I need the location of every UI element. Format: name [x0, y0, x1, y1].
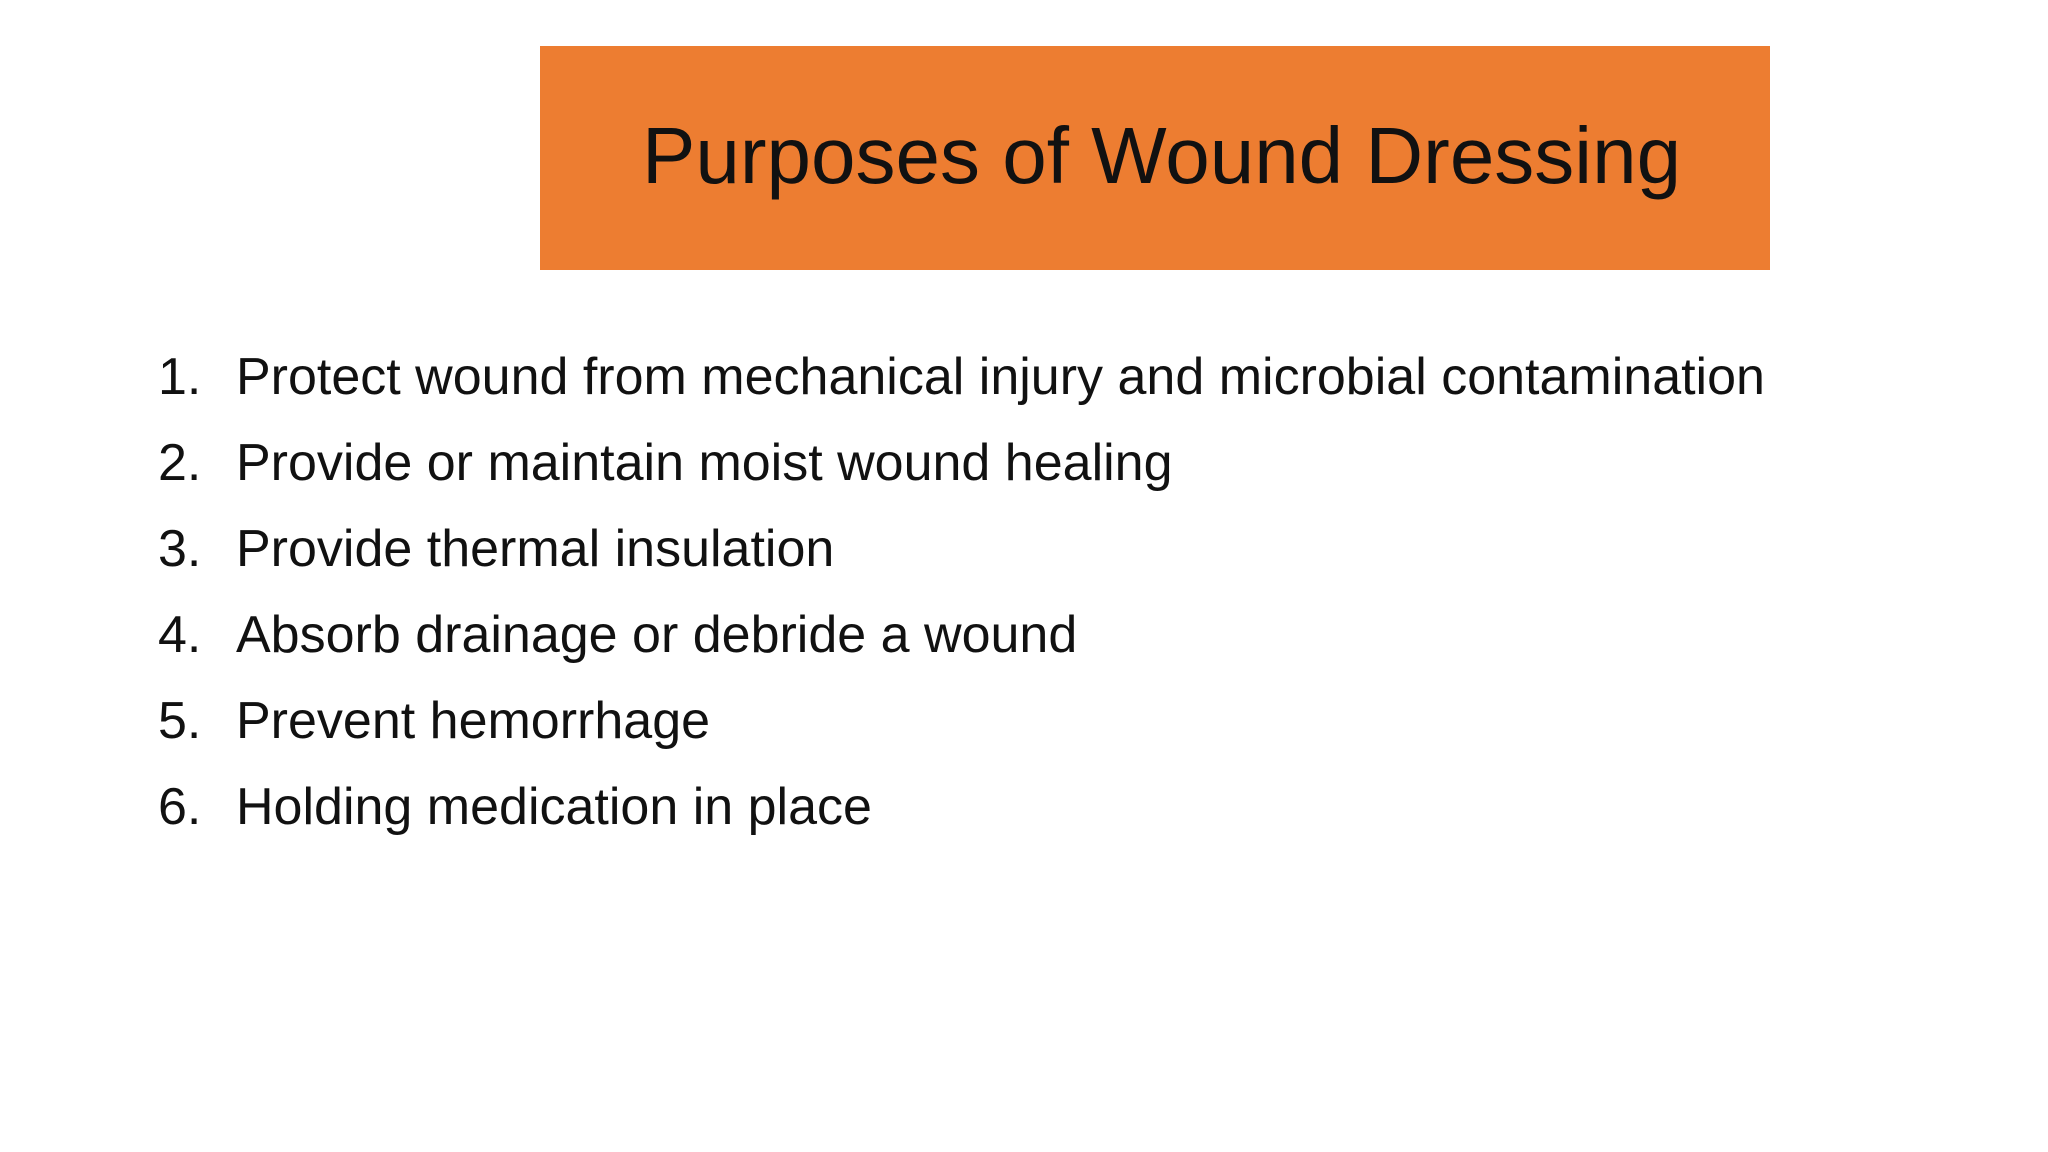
- purpose-list: [158, 341, 2018, 857]
- list-item-number: 1.: [158, 348, 202, 406]
- list-item: [158, 427, 2018, 513]
- list-item-text: Absorb drainage or debride a wound: [236, 606, 1078, 664]
- list-item-text: Provide or maintain moist wound healing: [236, 434, 1173, 492]
- list-item-number: 2.: [158, 434, 202, 492]
- list-item: [158, 685, 2018, 771]
- list-item-number: 6.: [158, 778, 202, 836]
- list-item-text: Protect wound from mechanical injury and microbial contamination: [236, 348, 1765, 406]
- list-item: [158, 599, 2018, 685]
- list-item-text: Prevent hemorrhage: [236, 692, 711, 750]
- list-item: [158, 513, 2018, 599]
- list-item: [158, 771, 2018, 857]
- list-item-text: Holding medication in place: [236, 778, 872, 836]
- list-item: [158, 341, 2018, 427]
- list-item-number: 4.: [158, 606, 202, 664]
- title-banner: [540, 46, 1770, 270]
- list-item-number: 5.: [158, 692, 202, 750]
- list-item-number: 3.: [158, 520, 202, 578]
- list-item-text: Provide thermal insulation: [236, 520, 835, 578]
- slide-title: Purposes of Wound Dressing: [642, 111, 1682, 200]
